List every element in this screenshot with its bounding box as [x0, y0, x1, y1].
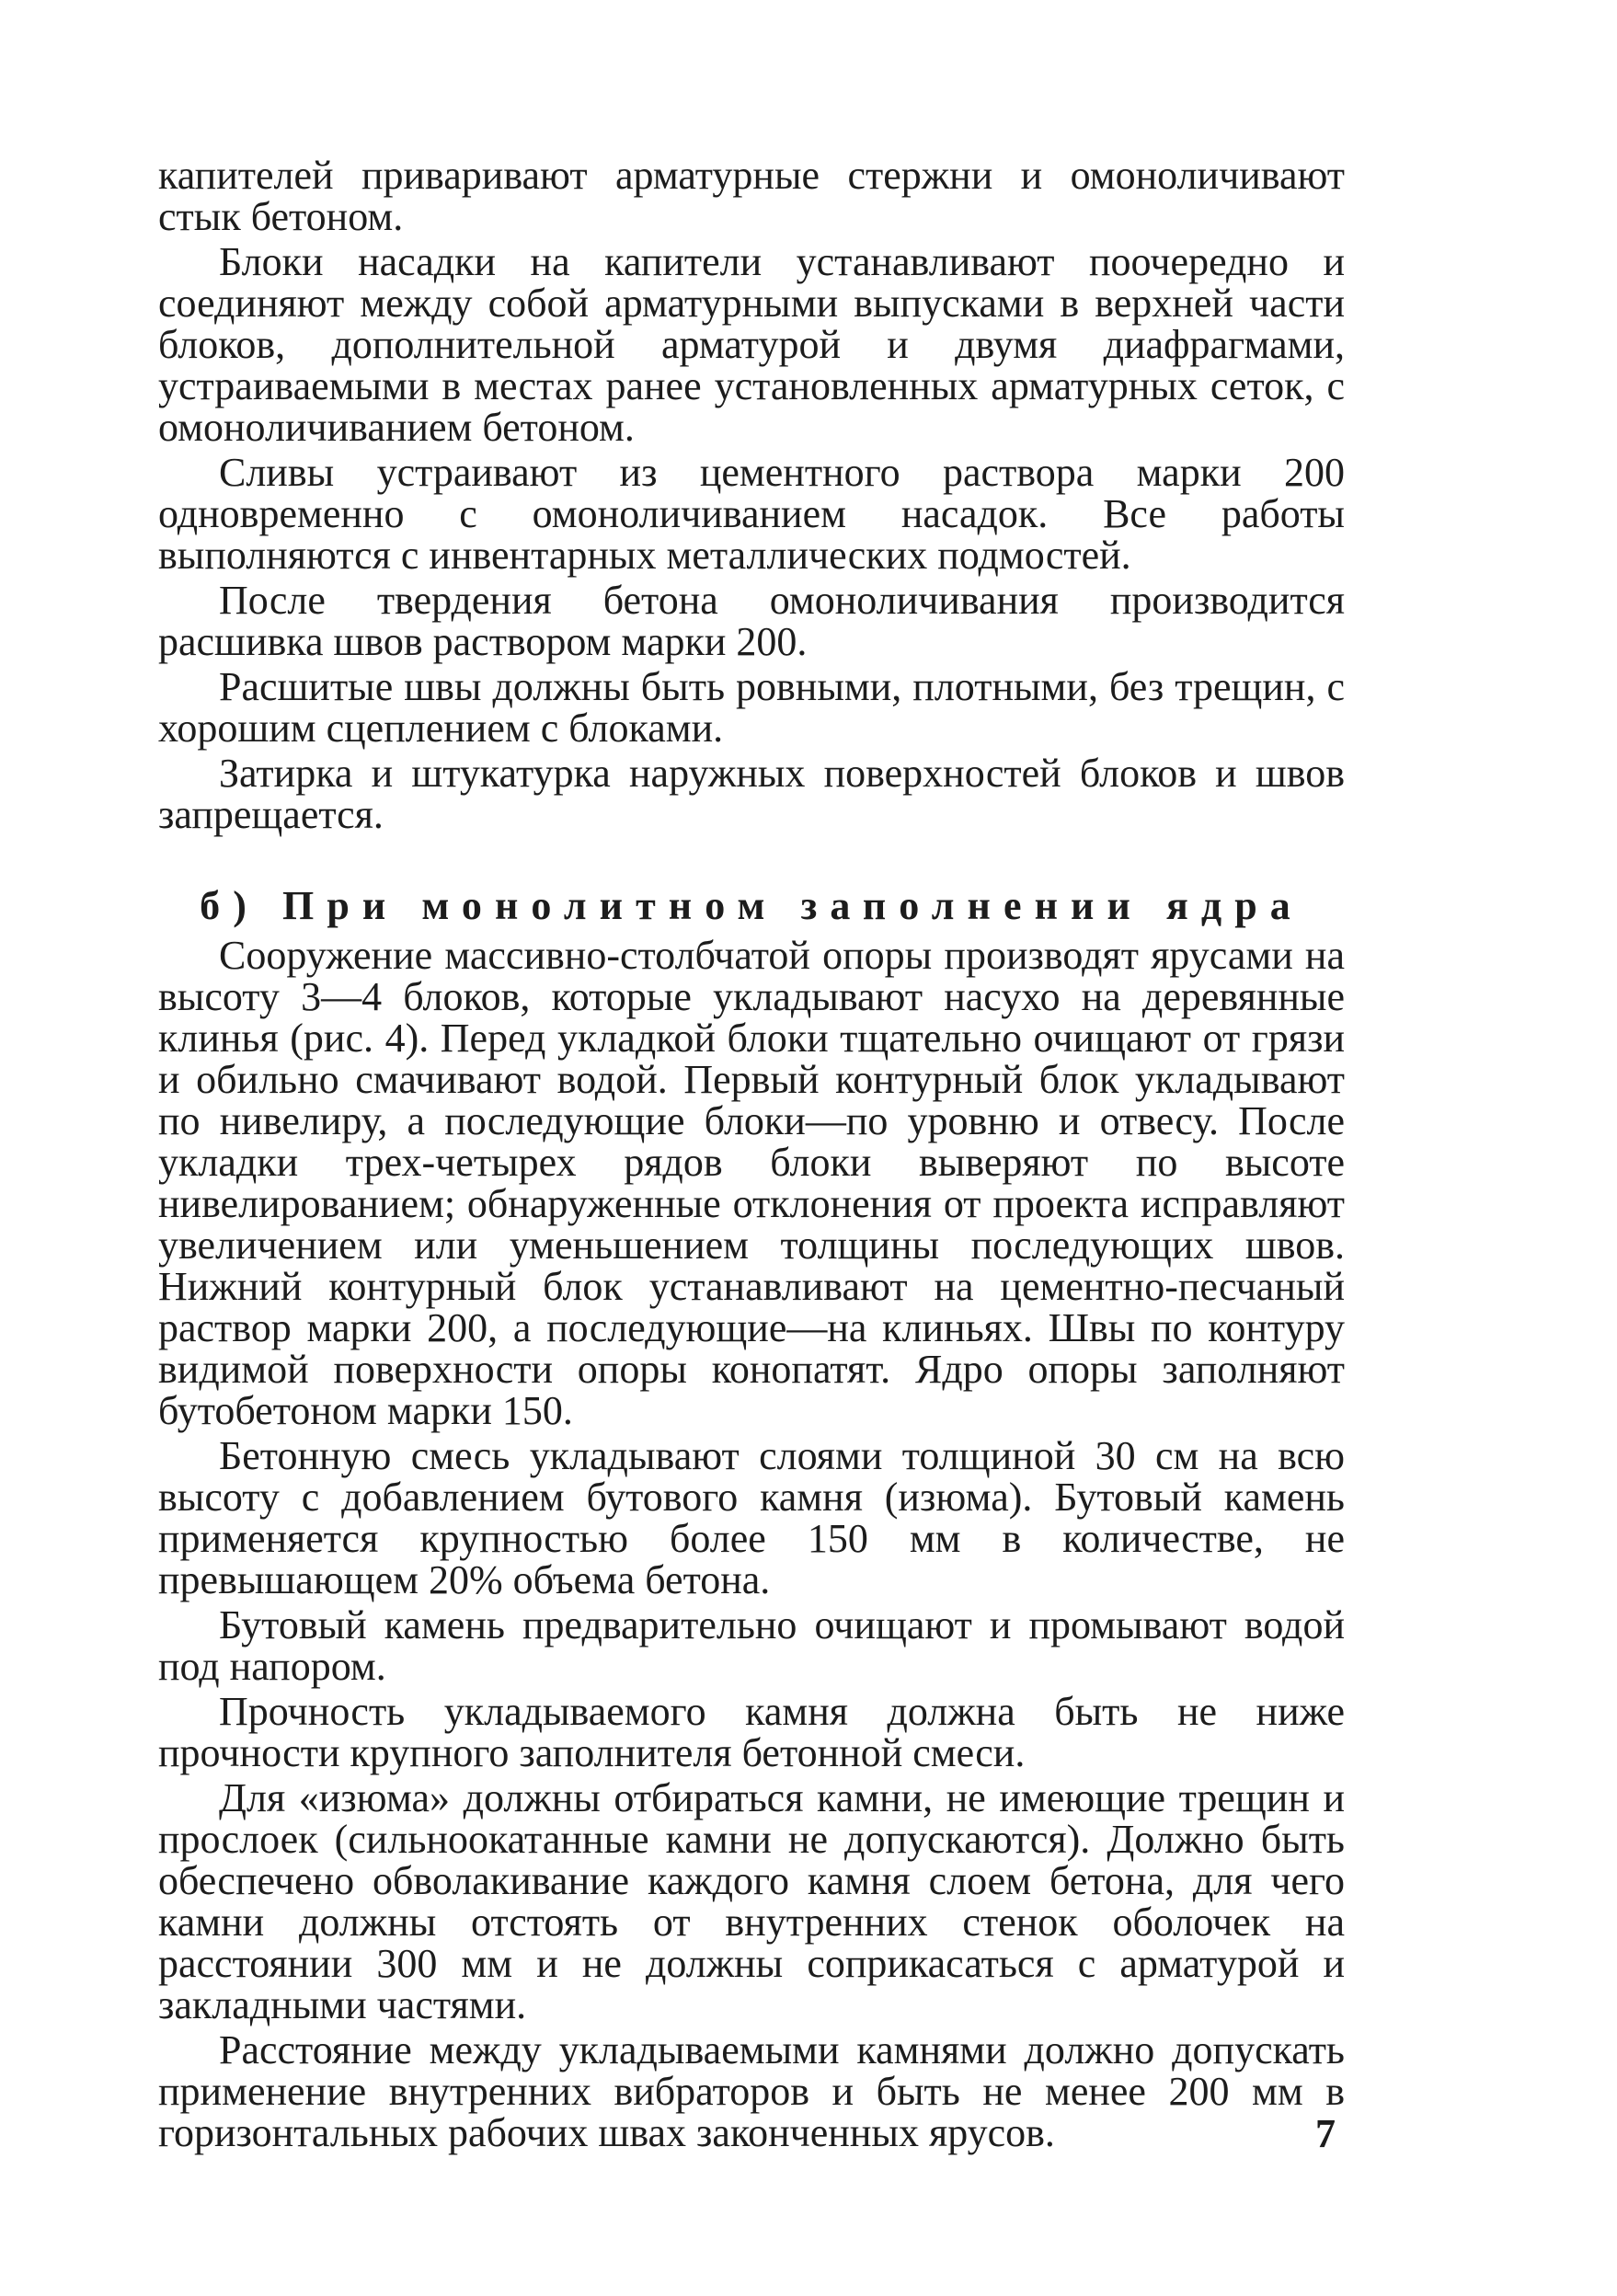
page-number: 7 — [1315, 2111, 1336, 2156]
page-content — [158, 155, 1345, 2157]
paragraph-stone-strength: Прочность укладываемого камня должна быть не ниже прочности крупного заполнителя бетонной смеси. — [158, 1689, 1345, 1775]
paragraph-drains: Сливы устраивают из цементного раствора марки 200 одновременно с омоноличиванием насадок. Все работы выполняются с инвентарных металлических подмостей. — [158, 450, 1345, 578]
paragraph-continuation: капителей приваривают арматурные стержни и омоноличивают стык бетоном. — [158, 153, 1345, 239]
paragraph-stone-spacing: Расстояние между укладываемыми камнями должно допускать применение внутренних вибраторов и быть не менее 200 мм в горизонтальных рабочих швах законченных ярусов. — [158, 2027, 1345, 2155]
paragraph-concrete-mix: Бетонную смесь укладывают слоями толщиной 30 см на всю высоту с добавлением бутового камня (изюма). Бутовый камень применяется крупностью более 150 мм в количестве, не превышающем 20% объема бетона. — [158, 1433, 1345, 1602]
paragraph-joint-pointing: После твердения бетона омоноличивания производится расшивка швов раствором марки 200. — [158, 578, 1345, 664]
section-title: б) При монолитном заполнении ядра — [200, 883, 1303, 928]
paragraph-plastering-prohibited: Затирка и штукатурка наружных поверхностей блоков и швов запрещается. — [158, 751, 1345, 837]
paragraph-blocks-installation: Блоки насадки на капители устанавливают поочередно и соединяют между собой арматурными выпусками в верхней части блоков, дополнительной арматурой и двумя диафрагмами, устраиваемыми в местах ранее установленных арматурных сеток, с омоноличиванием бетоном. — [158, 239, 1345, 450]
paragraph-joint-quality: Расшитые швы должны быть ровными, плотными, без трещин, с хорошим сцеплением с блоками. — [158, 664, 1345, 751]
paragraph-raisin-stones: Для «изюма» должны отбираться камни, не имеющие трещин и прослоек (сильноокатанные камни не допускаются). Должно быть обеспечено обволакивание каждого камня слоем бетона, для чего камни должны отстоять от внутренних стенок оболочек на расстоянии 300 мм и не должны соприкасаться с арматурой и закладными частями. — [158, 1775, 1345, 2027]
paragraph-construction-tiers: Сооружение массивно-столбчатой опоры производят ярусами на высоту 3—4 блоков, которые укладывают насухо на деревянные клинья (рис. 4). Перед укладкой блоки тщательно очищают от грязи и обильно смачивают водой. Первый контурный блок укладывают по нивелиру, а последующие блоки—по уровню и отвесу. После укладки трех-четырех рядов блоки выверяют по высоте нивелированием; обнаруженные отклонения от проекта исправляют увеличением или уменьшением толщины последующих швов. Нижний контурный блок устанавливают на цементно-песчаный раствор марки 200, а последующие—на клиньях. Швы по контуру видимой поверхности опоры конопатят. Ядро опоры заполняют бутобетоном марки 150. — [158, 933, 1345, 1433]
paragraph-stone-cleaning: Бутовый камень предварительно очищают и промывают водой под напором. — [158, 1602, 1345, 1689]
